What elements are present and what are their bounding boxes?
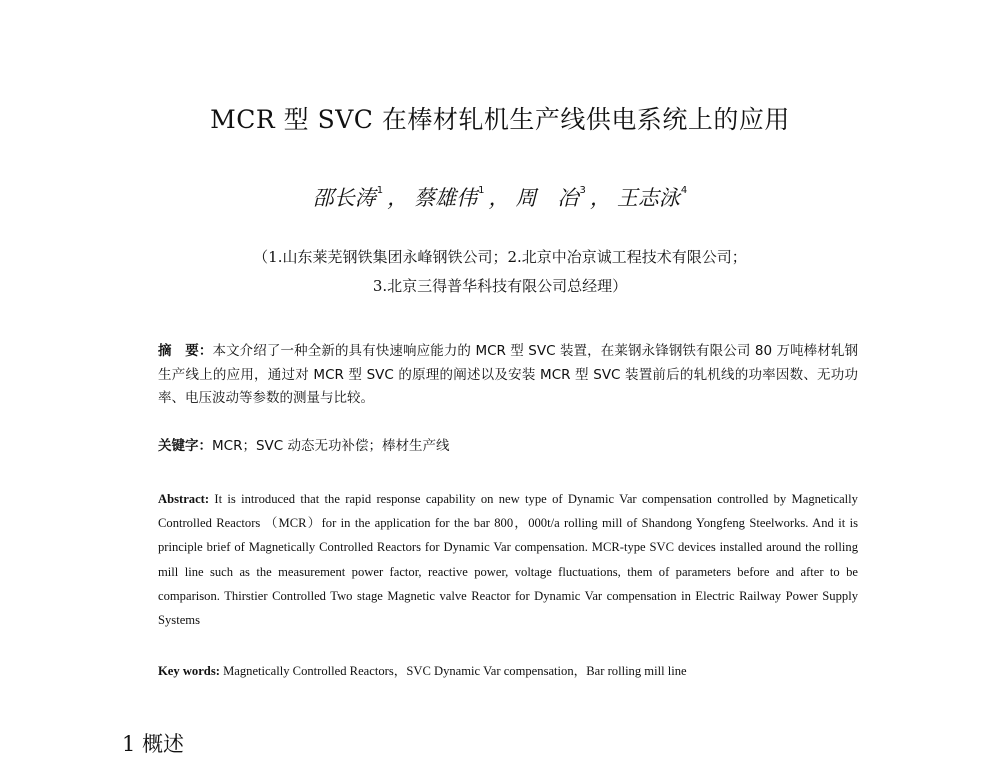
author-affiliation-mark: 1 <box>478 185 485 196</box>
author-separator: ， <box>387 186 409 210</box>
author-affiliation-mark: 3 <box>579 185 586 196</box>
author-affiliation-mark: 4 <box>680 185 688 196</box>
chinese-keywords-text: MCR；SVC 动态无功补偿；棒材生产线 <box>212 438 450 454</box>
english-keywords <box>158 660 858 679</box>
author-separator: ， <box>589 186 611 210</box>
affiliation-line-2: 3.北京三得普华科技有限公司总经理） <box>372 277 628 295</box>
paper-title: MCR 型 SVC 在棒材轧机生产线供电系统上的应用 <box>210 105 790 134</box>
english-abstract-label: Abstract: <box>158 492 210 506</box>
author-list <box>0 182 1000 212</box>
author-name: 蔡雄伟 <box>414 186 478 210</box>
author-name: 王志泳 <box>616 186 680 210</box>
chinese-keywords <box>158 434 858 454</box>
author-name: 周 冶 <box>515 186 579 210</box>
chinese-abstract-text: 本文介绍了一种全新的具有快速响应能力的 MCR 型 SVC 装置，在莱钢永锋钢铁有限公司 80 万吨棒材轧钢生产线上的应用，通过对 MCR 型 SVC 的原理的阐述以及安装 MCR 型 SVC 装置前后的轧机线的功率因数、无功功率、电压波动等参数的测量与比较。 <box>158 343 859 406</box>
english-keywords-label: Key words: <box>158 664 220 678</box>
section-number: 1 <box>122 732 136 756</box>
chinese-keywords-label: 关键字： <box>158 438 212 454</box>
affiliation-line-1: （1.山东莱芜钢铁集团永峰钢铁公司；2.北京中冶京诚工程技术有限公司； <box>253 248 747 266</box>
author-affiliation-mark: 1 <box>376 185 384 196</box>
chinese-abstract <box>158 340 858 411</box>
author-name: 邵长涛 <box>312 186 376 210</box>
english-abstract-text: It is introduced that the rapid response capability on new type of Dynamic Var compensation controlled by Magnetically Controlled Reactors （MCR）for in the application for the bar 800，000t/a rolling mill of Shandong Yongfeng Steelworks. And it is principle brief of Magnetically Controlled Reactors for Dynamic Var compensation. MCR-type SVC devices installed around the rolling mill line such as the measurement power factor, reactive power, voltage fluctuations, them of parameters before and after to be comparison. Thirstier Controlled Two stage Magnetic valve Reactor for Dynamic Var compensation in Electric Railway Power Supply Systems <box>158 492 858 628</box>
section-title: 概述 <box>142 732 185 756</box>
english-abstract <box>158 487 858 632</box>
english-keywords-text: Magnetically Controlled Reactors，SVC Dynamic Var compensation，Bar rolling mill line <box>223 664 687 678</box>
chinese-abstract-label: 摘 要： <box>158 343 213 359</box>
section-heading <box>122 728 184 758</box>
author-separator: ， <box>488 186 510 210</box>
